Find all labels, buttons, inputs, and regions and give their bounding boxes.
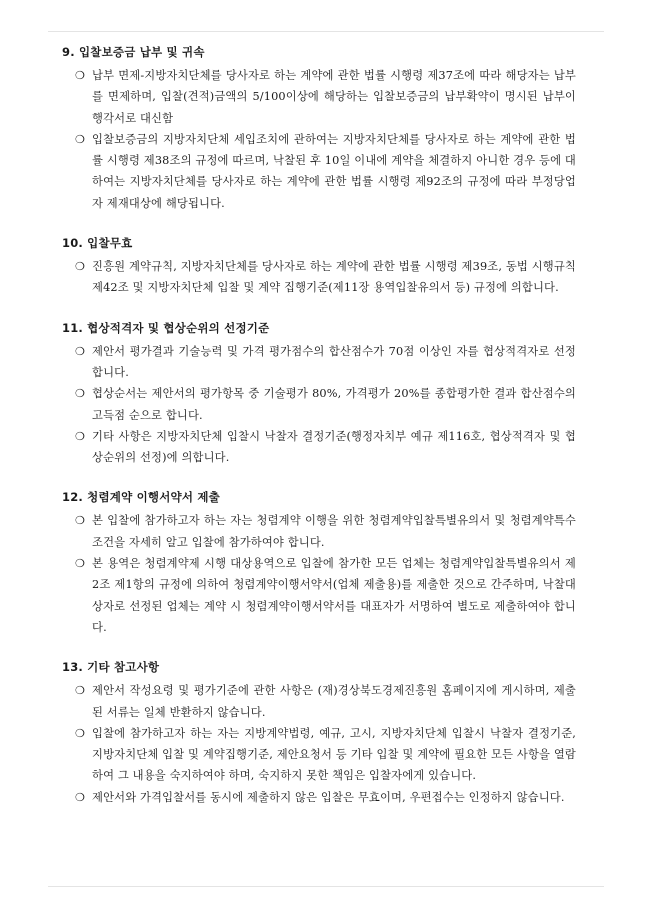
circle-bullet-icon: ❍ — [75, 132, 86, 146]
bottom-divider — [48, 886, 604, 887]
item-text: 협상순서는 제안서의 평가항목 중 기술평가 80%, 가격평가 20%를 종합평가한 결과 합산점수의 고득점 순으로 합니다. — [92, 387, 576, 422]
item-text: 입찰보증금의 지방자치단체 세입조치에 관하여는 지방자치단체를 당사자로 하는 계약에 관한 법률 시행령 제38조의 규정에 따르며, 낙찰된 후 10일 이내에 계약을 체결하지 아니한 경우 등에 대하여는 지방자치단체를 당사자로 하는 계약에 관한 법률 시행령 제92조의 규정에 따라 부정당업자 제재대상에 해당됩니다. — [92, 132, 576, 210]
circle-bullet-icon: ❍ — [75, 344, 86, 358]
section-heading: 11. 협상적격자 및 협상순위의 선정기준 — [62, 320, 270, 335]
section-bid-deposit — [62, 44, 576, 214]
section-other-notes — [62, 659, 576, 808]
top-divider — [48, 31, 604, 32]
circle-bullet-icon: ❍ — [75, 69, 86, 82]
list-item — [62, 723, 576, 787]
item-text: 입찰에 참가하고자 하는 자는 지방계약법령, 예규, 고시, 지방자치단체 입찰시 낙찰자 결정기준, 지방자치단체 입찰 및 계약집행기준, 제안요청서 등 기타 입찰 및 계약에 필요한 모든 사항을 열람하여 그 내용을 숙지하여야 하며, 숙지하지 못한 책임은 입찰자에게 있습니다. — [92, 726, 576, 783]
item-text: 납부 면제-지방자치단체를 당사자로 하는 계약에 관한 법률 시행령 제37조에 따라 해당자는 납부를 면제하며, 입찰(견적)금액의 5/100이상에 해당하는 입찰보증금의 납부확약이 명시된 납부이행각서로 대신함 — [92, 69, 576, 125]
item-text: 제안서 작성요령 및 평가기준에 관한 사항은 (재)경상북도경제진흥원 홈페이지에 게시하며, 제출된 서류는 일체 반환하지 않습니다. — [92, 684, 576, 719]
circle-bullet-icon: ❍ — [75, 726, 86, 740]
section-heading: 13. 기타 참고사항 — [62, 660, 160, 675]
section-bid-invalid — [62, 235, 576, 299]
section-heading: 9. 입찰보증금 납부 및 귀속 — [62, 45, 205, 59]
list-item — [62, 65, 576, 129]
circle-bullet-icon: ❍ — [75, 514, 86, 528]
section-heading: 10. 입찰무효 — [62, 236, 133, 251]
circle-bullet-icon: ❍ — [75, 387, 86, 401]
list-item — [62, 341, 576, 384]
circle-bullet-icon: ❍ — [75, 684, 86, 698]
list-item — [62, 510, 576, 553]
list-item — [62, 383, 576, 426]
circle-bullet-icon: ❍ — [75, 557, 86, 571]
item-text: 기타 사항은 지방자치단체 입찰시 낙찰자 결정기준(행정자치부 예규 제116호, 협상적격자 및 협상순위의 선정)에 의합니다. — [92, 429, 576, 465]
list-item — [62, 787, 576, 808]
item-text: 본 용역은 청렴계약제 시행 대상용역으로 입찰에 참가한 모든 업체는 청렴계약입찰특별유의서 제2조 제1항의 규정에 의하여 청렴계약이행서약서(업체 제출용)를 제출한 것으로 간주하며, 낙찰대상자로 선정된 업체는 계약 시 청렴계약이행서약서를 대표자가 서명하여 별도로 제출하여야 합니다. — [92, 557, 576, 634]
section-heading: 12. 청렴계약 이행서약서 제출 — [62, 490, 220, 505]
item-text: 진흥원 계약규칙, 지방자치단체를 당사자로 하는 계약에 관한 법률 시행령 제39조, 동법 시행규칙 제42조 및 지방자치단체 입찰 및 계약 집행기준(제11장 용역입찰유의서 등) 규정에 의합니다. — [92, 260, 576, 295]
circle-bullet-icon: ❍ — [75, 429, 86, 443]
list-item — [62, 129, 576, 214]
list-item — [62, 426, 576, 469]
section-integrity-pledge — [62, 489, 576, 638]
list-item — [62, 680, 576, 723]
list-item — [62, 256, 576, 299]
item-text: 제안서와 가격입찰서를 동시에 제출하지 않은 입찰은 무효이며, 우편접수는 인정하지 않습니다. — [92, 790, 565, 804]
item-text: 제안서 평가결과 기술능력 및 가격 평가점수의 합산점수가 70점 이상인 자를 협상적격자로 선정합니다. — [92, 344, 576, 379]
circle-bullet-icon: ❍ — [75, 260, 86, 274]
item-text: 본 입찰에 참가하고자 하는 자는 청렴계약 이행을 위한 청렴계약입찰특별유의서 및 청렴계약특수조건을 자세히 알고 입찰에 참가하여야 합니다. — [92, 514, 576, 549]
section-negotiation-criteria — [62, 320, 576, 469]
list-item — [62, 553, 576, 638]
circle-bullet-icon: ❍ — [75, 790, 86, 804]
document-body — [62, 44, 576, 829]
